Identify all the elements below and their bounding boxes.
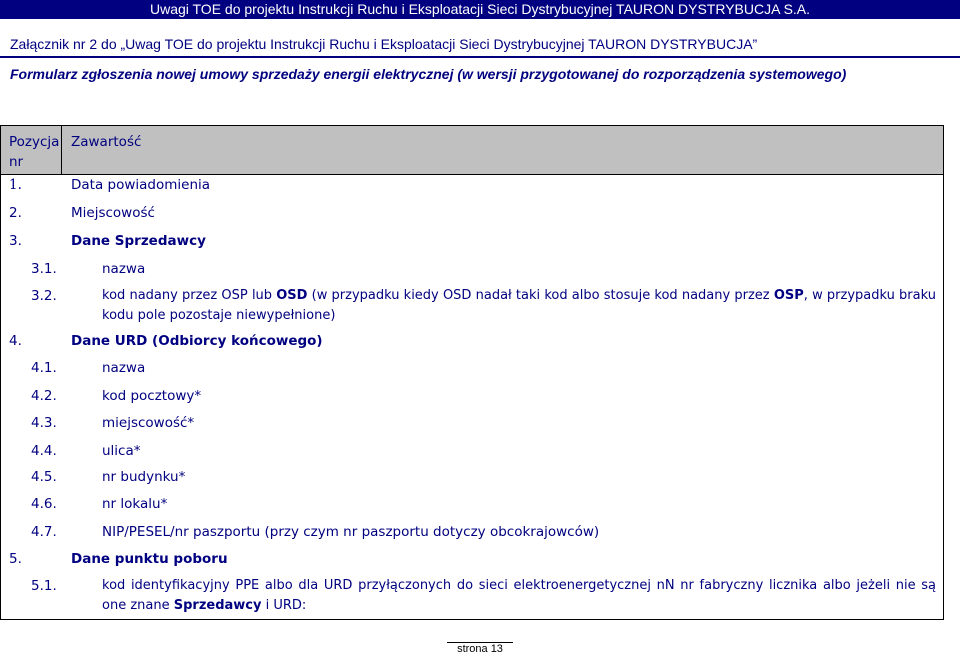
row-text: NIP/PESEL/nr paszportu (przy czym nr paszportu dotyczy obcokrajowców)	[102, 524, 600, 540]
row-text-part: (w przypadku kiedy OSD nadał taki kod albo stosuje kod nadany przez	[307, 288, 774, 303]
section-heading: Dane punktu poboru	[71, 551, 228, 567]
row-number: 4.3.	[31, 415, 57, 431]
row-text: kod pocztowy*	[102, 388, 202, 404]
document-banner: Uwagi TOE do projektu Instrukcji Ruchu i Eksploatacji Sieci Dystrybucyjnej TAURON DYSTRYBUCJA S.A.	[0, 0, 960, 19]
row-number: 4.6.	[31, 496, 57, 512]
row-number: 4.5.	[31, 469, 57, 485]
header-rule	[0, 56, 960, 58]
section-heading: Dane Sprzedawcy	[71, 233, 206, 249]
row-number: 4.1.	[31, 360, 57, 376]
attachment-title: Załącznik nr 2 do „Uwag TOE do projektu Instrukcji Ruchu i Eksploatacji Sieci Dystrybucyjnej TAURON DYSTRYBUCJA”	[10, 36, 758, 52]
row-text: ulica*	[102, 443, 141, 459]
row-text-part: kod identyfikacyjny PPE albo dla URD przyłączonych do sieci elektroenergetycznej nN nr fabryczny licznika albo jeżeli nie są one znane	[102, 578, 936, 613]
row-text: nr lokalu*	[102, 496, 168, 512]
row-text: nazwa	[102, 360, 146, 376]
section-heading: Dane URD (Odbiorcy końcowego)	[71, 333, 323, 349]
form-title: Formularz zgłoszenia nowej umowy sprzedaży energii elektrycznej (w wersji przygotowanej do rozporządzenia systemowego)	[10, 66, 847, 82]
row-number: 5.1.	[31, 578, 57, 594]
row-number: 3.	[9, 233, 22, 249]
row-text-part: i URD:	[261, 598, 307, 613]
header-content: Zawartość	[71, 134, 142, 150]
row-text-part: , w przypadku braku kodu pole pozostaje niewypełnione)	[102, 288, 936, 323]
row-text-part: kod nadany przez OSP lub	[102, 288, 277, 303]
row-number: 4.7.	[31, 524, 57, 540]
row-text	[102, 576, 936, 616]
row-text-bold: OSD	[276, 288, 308, 303]
row-text-bold: Sprzedawcy	[173, 598, 262, 613]
row-text: nr budynku*	[102, 469, 186, 485]
row-number: 4.	[9, 333, 22, 349]
row-number: 1.	[9, 177, 22, 193]
row-text-bold: OSP	[773, 288, 804, 303]
row-number: 5.	[9, 551, 22, 567]
header-divider	[61, 126, 62, 174]
header-position-number: Pozycja nr	[9, 134, 60, 170]
row-number: 2.	[9, 205, 22, 221]
row-text: Data powiadomienia	[71, 177, 211, 193]
form-fields-table	[0, 125, 944, 620]
row-number: 4.2.	[31, 388, 57, 404]
row-number: 4.4.	[31, 443, 57, 459]
row-text: miejscowość*	[102, 415, 195, 431]
row-number: 3.1.	[31, 261, 57, 277]
table-header	[1, 125, 943, 175]
row-text: nazwa	[102, 261, 146, 277]
row-number: 3.2.	[31, 288, 57, 304]
row-text	[102, 286, 936, 326]
page-number: strona 13	[457, 643, 503, 655]
row-text: Miejscowość	[71, 205, 155, 221]
